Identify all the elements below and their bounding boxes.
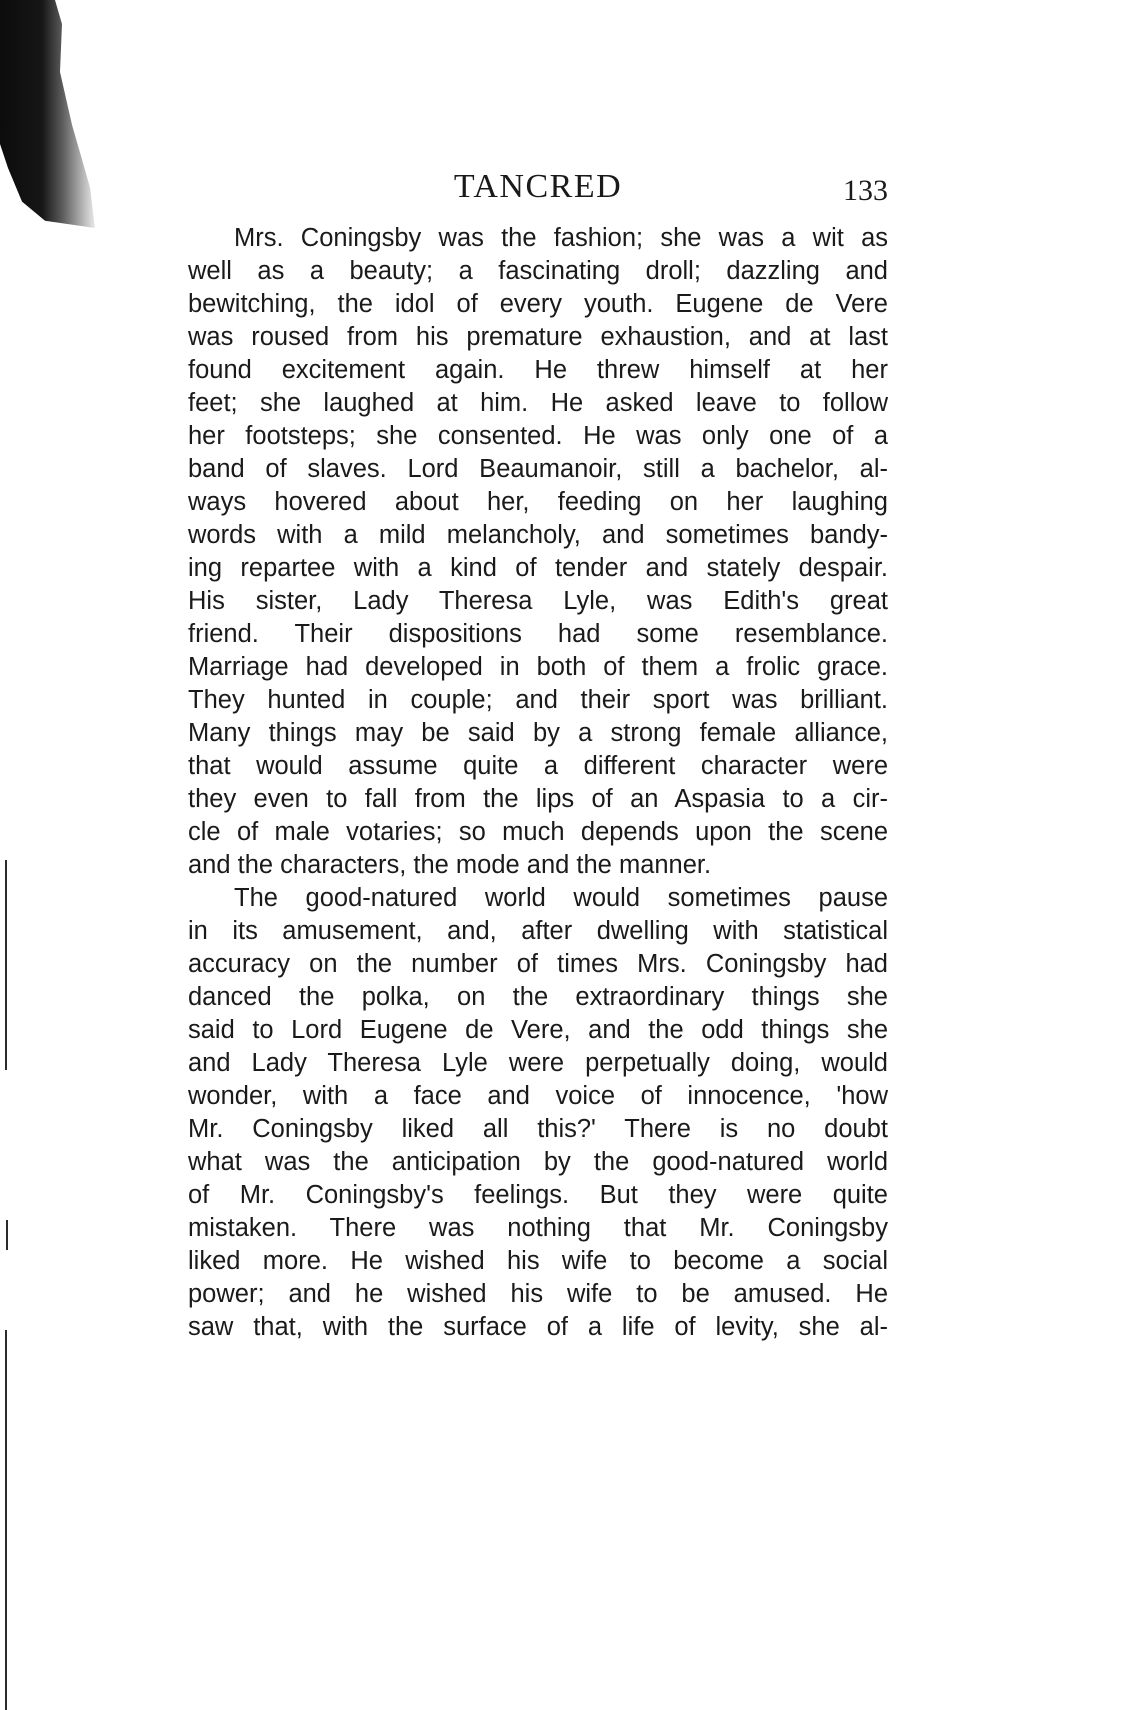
page-edge-mark bbox=[5, 860, 7, 1070]
body-text bbox=[188, 222, 888, 1344]
text-line: well as a beauty; a fascinating droll; dazzling and bbox=[188, 257, 888, 285]
running-title: TANCRED bbox=[453, 168, 623, 205]
text-line: friend. Their dispositions had some resemblance. bbox=[188, 620, 888, 648]
text-line: of Mr. Coningsby's feelings. But they were quite bbox=[188, 1181, 888, 1209]
text-line: accuracy on the number of times Mrs. Coningsby had bbox=[188, 950, 888, 978]
running-head bbox=[188, 168, 888, 212]
text-line: ing repartee with a kind of tender and stately despair. bbox=[188, 554, 888, 582]
text-line: mistaken. There was nothing that Mr. Coningsby bbox=[188, 1214, 888, 1242]
text-line: Mrs. Coningsby was the fashion; she was a wit as bbox=[234, 224, 888, 252]
page-number: 133 bbox=[843, 174, 888, 207]
text-line: said to Lord Eugene de Vere, and the odd things she bbox=[188, 1016, 888, 1044]
text-line: power; and he wished his wife to be amused. He bbox=[188, 1280, 888, 1308]
text-line: band of slaves. Lord Beaumanoir, still a bachelor, al- bbox=[188, 455, 888, 483]
text-line: feet; she laughed at him. He asked leave to follow bbox=[188, 389, 888, 417]
page-edge-mark bbox=[6, 1220, 8, 1250]
text-line: Many things may be said by a strong female alliance, bbox=[188, 719, 888, 747]
text-line: and the characters, the mode and the manner. bbox=[188, 851, 712, 879]
text-line: His sister, Lady Theresa Lyle, was Edith's great bbox=[188, 587, 888, 615]
text-line: Marriage had developed in both of them a frolic grace. bbox=[188, 653, 888, 681]
text-line: in its amusement, and, after dwelling with statistical bbox=[188, 917, 888, 945]
binding-shadow bbox=[0, 0, 100, 240]
text-line: was roused from his premature exhaustion, and at last bbox=[188, 323, 888, 351]
page-edge-mark bbox=[5, 1330, 7, 1710]
text-line: danced the polka, on the extraordinary things she bbox=[188, 983, 888, 1011]
text-line: her footsteps; she consented. He was only one of a bbox=[188, 422, 888, 450]
text-line: wonder, with a face and voice of innocence, 'how bbox=[188, 1082, 888, 1110]
text-line: Mr. Coningsby liked all this?' There is no doubt bbox=[188, 1115, 888, 1143]
text-line: saw that, with the surface of a life of levity, she al- bbox=[188, 1313, 888, 1341]
text-line: cle of male votaries; so much depends upon the scene bbox=[188, 818, 888, 846]
text-line: that would assume quite a different character were bbox=[188, 752, 888, 780]
text-line: The good-natured world would sometimes pause bbox=[234, 884, 888, 912]
text-line: ways hovered about her, feeding on her laughing bbox=[188, 488, 888, 516]
text-line: they even to fall from the lips of an Aspasia to a cir- bbox=[188, 785, 888, 813]
text-line: bewitching, the idol of every youth. Eugene de Vere bbox=[188, 290, 888, 318]
text-line: and Lady Theresa Lyle were perpetually doing, would bbox=[188, 1049, 888, 1077]
text-line: found excitement again. He threw himself at her bbox=[188, 356, 888, 384]
text-line: words with a mild melancholy, and sometimes bandy- bbox=[188, 521, 888, 549]
text-line: liked more. He wished his wife to become a social bbox=[188, 1247, 888, 1275]
text-line: what was the anticipation by the good-natured world bbox=[188, 1148, 888, 1176]
text-line: They hunted in couple; and their sport was brilliant. bbox=[188, 686, 888, 714]
